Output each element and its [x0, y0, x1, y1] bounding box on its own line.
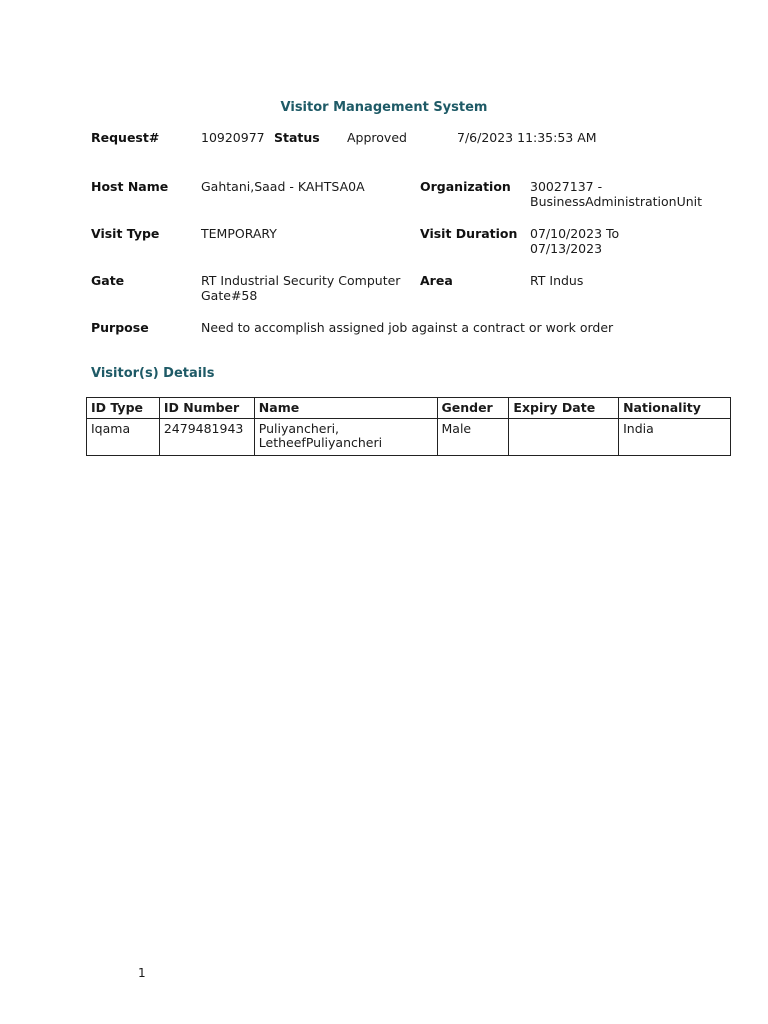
visit-duration-label: Visit Duration: [420, 226, 518, 241]
visit-type-value: TEMPORARY: [201, 226, 277, 241]
column-header-nationality: Nationality: [619, 398, 731, 419]
purpose-value: Need to accomplish assigned job against a contract or work order: [201, 320, 614, 335]
gate-value-line1: RT Industrial Security Computer: [201, 273, 401, 288]
organization-value-line1: 30027137 -: [530, 179, 603, 194]
cell-expiry-date: [509, 419, 619, 456]
column-header-expiry-date: Expiry Date: [509, 398, 619, 419]
cell-nationality: India: [619, 419, 731, 456]
visit-duration-value: [530, 226, 619, 256]
host-name-value: Gahtani,Saad - KAHTSA0A: [201, 179, 365, 194]
table-row: [87, 419, 731, 456]
cell-name-line1: Puliyancheri,: [258, 421, 340, 436]
area-label: Area: [420, 273, 453, 288]
host-name-label: Host Name: [91, 179, 169, 194]
status-value: Approved: [347, 130, 407, 145]
gate-label: Gate: [91, 273, 125, 288]
area-value: RT Indus: [530, 273, 584, 288]
visit-duration-line1: 07/10/2023 To: [530, 226, 620, 241]
organization-value: [530, 179, 702, 209]
status-label: Status: [274, 130, 320, 145]
visit-duration-line2: 07/13/2023: [530, 241, 603, 256]
column-header-id-number: ID Number: [159, 398, 254, 419]
cell-gender: Male: [437, 419, 509, 456]
document-title: Visitor Management System: [280, 100, 488, 115]
request-number: 10920977: [201, 130, 265, 145]
purpose-label: Purpose: [91, 320, 149, 335]
table-header-row: [87, 398, 731, 419]
visitors-table: [86, 397, 731, 456]
cell-name: [254, 419, 437, 456]
page-number: 1: [138, 966, 146, 980]
organization-label: Organization: [420, 179, 511, 194]
column-header-id-type: ID Type: [87, 398, 160, 419]
column-header-gender: Gender: [437, 398, 509, 419]
gate-value-line2: Gate#58: [201, 288, 258, 303]
visitors-section-title: Visitor(s) Details: [91, 366, 215, 381]
cell-id-type: Iqama: [87, 419, 160, 456]
cell-name-line2: LetheefPuliyancheri: [258, 435, 383, 450]
gate-value: [201, 273, 400, 303]
request-timestamp: 7/6/2023 11:35:53 AM: [457, 130, 597, 145]
request-label: Request#: [91, 130, 160, 145]
organization-value-line2: BusinessAdministrationUnit: [530, 194, 703, 209]
cell-id-number: 2479481943: [159, 419, 254, 456]
column-header-name: Name: [254, 398, 437, 419]
visit-type-label: Visit Type: [91, 226, 160, 241]
